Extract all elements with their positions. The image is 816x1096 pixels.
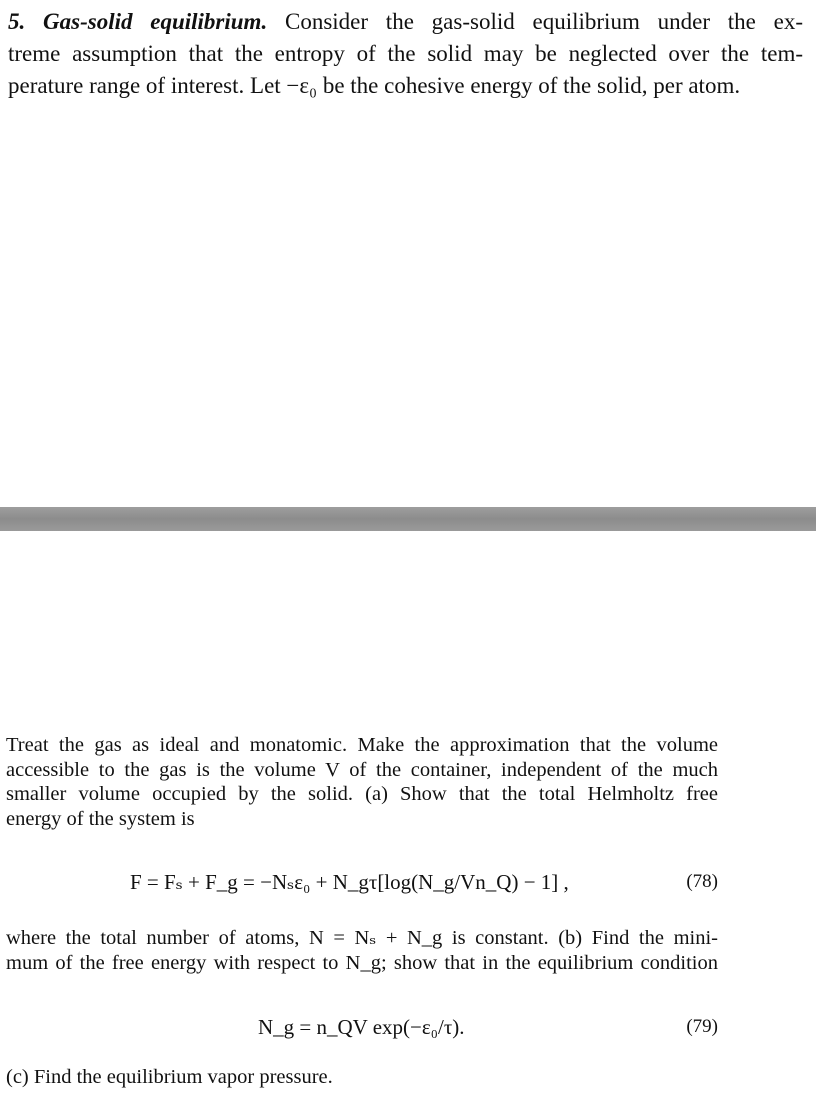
- paragraph-line-1: Treat the gas as ideal and monatomic. Make the approximation that the volume: [6, 734, 718, 756]
- condition-paragraph: [6, 926, 718, 976]
- paragraph-line-3: smaller volume occupied by the solid. (a) Show that the total Helmholtz free: [6, 783, 718, 805]
- intro-line-3: perature range of interest. Let −ε₀ be the cohesive energy of the solid, per atom.: [8, 73, 741, 98]
- paragraph-line-2: accessible to the gas is the volume V of the container, independent of the much: [6, 758, 718, 781]
- equation-79: [0, 1010, 816, 1044]
- page-top-section: [0, 0, 816, 505]
- gas-assumption-paragraph: [6, 733, 718, 831]
- condition-line-2: mum of the free energy with respect to N_g; show that in the equilibrium condition: [6, 952, 718, 974]
- equation-78-formula: F = Fₛ + F_g = −Nₛε₀ + N_gτ[log(N_g/Vn_Q) − 1] ,: [130, 870, 569, 894]
- condition-line-1: where the total number of atoms, N = Nₛ + N_g is constant. (b) Find the mini-: [6, 927, 718, 949]
- paragraph-line-4: energy of the system is: [6, 807, 195, 830]
- equation-78-number: (78): [686, 871, 718, 892]
- page-break-bar: [0, 507, 816, 531]
- equation-79-number: (79): [686, 1016, 718, 1037]
- intro-line-1: Consider the gas-solid equilibrium under the ex-: [284, 9, 803, 34]
- page-bottom-section: [0, 535, 816, 1096]
- problem-statement: [8, 6, 803, 102]
- part-c-question: (c) Find the equilibrium vapor pressure.: [6, 1066, 333, 1088]
- problem-line-1: [8, 6, 803, 38]
- equation-78: [0, 865, 816, 899]
- intro-line-2: treme assumption that the entropy of the solid may be neglected over the tem-: [8, 41, 803, 66]
- problem-heading: 5. Gas-solid equilibrium.: [8, 9, 268, 34]
- page-break-divider: [0, 505, 816, 535]
- equation-79-formula: N_g = n_QV exp(−ε₀/τ).: [258, 1015, 465, 1039]
